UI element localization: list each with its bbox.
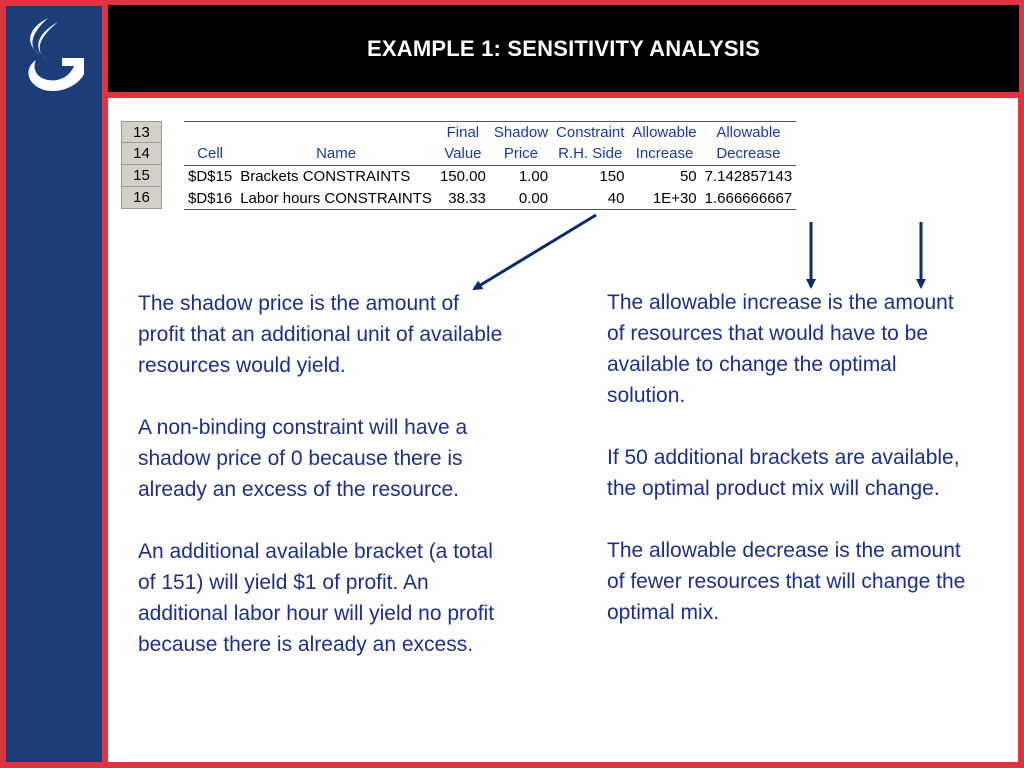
table-cell: $D$15	[188, 168, 233, 186]
flame-logo-icon	[14, 14, 96, 94]
header-row	[184, 144, 796, 166]
header-cell: Shadow	[490, 122, 552, 144]
non-binding-paragraph: A non-binding constraint will have a shadow price of 0 because there is already an excess of the resource.	[138, 416, 468, 501]
header-cell: Final	[436, 122, 490, 144]
shadow-price-paragraph: The shadow price is the amount of profit that an additional unit of available resources would yield.	[138, 292, 503, 377]
table-cell: 38.33	[436, 188, 490, 210]
table-cell: 7.142857143	[704, 168, 793, 186]
sensitivity-table	[184, 121, 796, 210]
title-bar	[108, 5, 1019, 92]
right-explanation	[607, 287, 977, 659]
row-number-column	[121, 121, 162, 209]
header-cell: R.H. Side	[552, 144, 628, 166]
table-cell: 40	[552, 188, 628, 210]
table-cell: 1.666666667	[701, 188, 797, 210]
row-number: 16	[121, 187, 162, 209]
slide-title: EXAMPLE 1: SENSITIVITY ANALYSIS	[367, 35, 760, 61]
header-cell: Constraint	[552, 122, 628, 144]
row-number: 14	[121, 143, 162, 165]
header-cell: Name	[236, 144, 436, 166]
table-cell: 1E+30	[628, 188, 700, 210]
header-cell: Decrease	[701, 144, 797, 166]
row-number: 15	[121, 165, 162, 187]
table-cell: $D$16	[184, 188, 236, 210]
header-cell: Allowable	[701, 122, 797, 144]
header-cell	[236, 122, 436, 144]
table-cell: 0.00	[490, 188, 552, 210]
row-number: 13	[121, 121, 162, 143]
table-cell: 1.00	[518, 168, 549, 186]
header-cell: Increase	[628, 144, 700, 166]
table-cell: 50	[679, 168, 697, 186]
table-row	[184, 188, 796, 210]
sidebar	[6, 6, 102, 762]
left-explanation	[138, 288, 510, 691]
allowable-increase-paragraph: The allowable increase is the amount of resources that would have to be available to change the optimal solution.	[607, 291, 954, 407]
table-cell: Brackets CONSTRAINTS	[240, 168, 411, 186]
fifty-brackets-paragraph: If 50 additional brackets are available, the optimal product mix will change.	[607, 446, 960, 500]
header-cell: Price	[490, 144, 552, 166]
header-cell: Value	[436, 144, 490, 166]
additional-bracket-paragraph: An additional available bracket (a total of 151) will yield $1 of profit. An additional labor hour will yield no profit because there is already an excess.	[138, 540, 495, 656]
header-cell: Allowable	[628, 122, 700, 144]
header-cell: Cell	[184, 144, 236, 166]
table-cell: 150	[599, 168, 625, 186]
table-cell: 150.00	[439, 168, 486, 186]
table-cell: Labor hours CONSTRAINTS	[236, 188, 436, 210]
header-cell	[184, 122, 236, 144]
header-row	[184, 122, 796, 144]
allowable-decrease-paragraph: The allowable decrease is the amount of fewer resources that will change the optimal mix.	[607, 539, 966, 624]
table-row	[184, 166, 796, 188]
